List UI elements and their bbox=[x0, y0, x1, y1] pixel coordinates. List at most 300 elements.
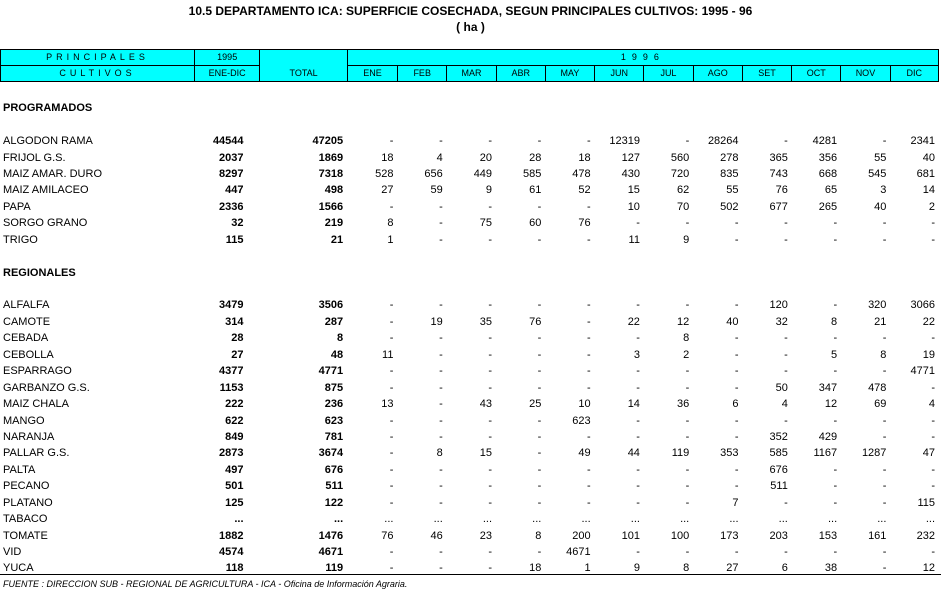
value-month-ago: 502 bbox=[720, 200, 739, 213]
table-row bbox=[0, 478, 939, 494]
value-month-dic: - bbox=[931, 233, 935, 246]
value-month-may: - bbox=[586, 200, 591, 213]
crop-name: NARANJA bbox=[3, 430, 55, 443]
crop-name: CEBOLLA bbox=[3, 348, 54, 361]
value-1995: 32 bbox=[231, 217, 244, 230]
value-month-abr: 585 bbox=[522, 167, 542, 180]
value-month-jul: 12 bbox=[676, 315, 690, 328]
value-month-ago: - bbox=[734, 217, 739, 230]
value-1995: 447 bbox=[225, 184, 244, 197]
value-month-dic: 19 bbox=[922, 348, 935, 361]
value-1995: 44544 bbox=[212, 135, 244, 148]
table-row bbox=[0, 363, 939, 379]
value-total: 48 bbox=[330, 348, 344, 361]
section-title: REGIONALES bbox=[3, 266, 76, 279]
value-month-may: - bbox=[586, 365, 591, 378]
value-month-may: - bbox=[586, 135, 591, 148]
value-total: 1869 bbox=[318, 151, 344, 164]
value-month-jul: ... bbox=[680, 513, 690, 526]
value-month-ene: 8 bbox=[387, 217, 394, 230]
value-month-feb: 656 bbox=[424, 167, 443, 180]
value-month-abr: - bbox=[537, 430, 542, 443]
value-month-ene: - bbox=[389, 135, 394, 148]
value-month-jun: 127 bbox=[621, 151, 640, 164]
value-month-nov: 3 bbox=[880, 184, 887, 197]
value-1995: 314 bbox=[225, 315, 244, 328]
value-month-mar: - bbox=[488, 135, 493, 148]
value-month-ene: - bbox=[389, 447, 394, 460]
value-month-ene: 76 bbox=[381, 529, 394, 542]
value-month-oct: ... bbox=[827, 513, 838, 526]
value-month-may: 18 bbox=[578, 151, 591, 164]
value-total: 8 bbox=[337, 332, 344, 345]
value-month-oct: 5 bbox=[831, 348, 838, 361]
value-month-set: 120 bbox=[769, 299, 788, 312]
header-month-may: MAY bbox=[545, 66, 594, 82]
value-month-mar: - bbox=[488, 496, 493, 509]
crop-name: TOMATE bbox=[3, 529, 48, 542]
value-month-abr: - bbox=[537, 447, 542, 460]
value-month-nov: - bbox=[882, 463, 887, 476]
value-month-oct: - bbox=[833, 233, 838, 246]
value-1995: 4574 bbox=[219, 546, 244, 559]
value-month-jun: 3 bbox=[633, 348, 640, 361]
value-month-feb: 59 bbox=[430, 184, 443, 197]
value-month-set: - bbox=[784, 332, 788, 345]
header-month-feb: FEB bbox=[398, 66, 447, 82]
header-ene-dic: ENE-DIC bbox=[195, 66, 260, 82]
value-month-jun: 101 bbox=[621, 529, 640, 542]
value-month-dic: 14 bbox=[922, 184, 935, 197]
value-month-mar: - bbox=[488, 233, 493, 246]
value-month-jun: 15 bbox=[627, 184, 640, 197]
value-month-jun: - bbox=[636, 332, 640, 345]
value-month-set: - bbox=[784, 348, 788, 361]
value-1995: 27 bbox=[231, 348, 244, 361]
value-month-set: - bbox=[784, 496, 788, 509]
header-month-abr: ABR bbox=[496, 66, 545, 82]
value-month-jul: - bbox=[685, 135, 690, 148]
crop-name: ALFALFA bbox=[3, 299, 50, 312]
value-month-jul: - bbox=[685, 414, 690, 427]
value-month-abr: 18 bbox=[529, 562, 542, 575]
value-month-ago: - bbox=[734, 414, 739, 427]
value-total: 511 bbox=[325, 480, 344, 493]
value-month-feb: - bbox=[439, 496, 443, 509]
value-month-may: - bbox=[586, 315, 591, 328]
value-1995: 849 bbox=[225, 430, 244, 443]
value-month-nov: 21 bbox=[874, 315, 887, 328]
value-month-jun: - bbox=[636, 463, 640, 476]
value-month-nov: 478 bbox=[868, 381, 887, 394]
value-month-mar: - bbox=[488, 299, 493, 312]
value-1995: 501 bbox=[225, 480, 244, 493]
value-total: 287 bbox=[324, 315, 344, 328]
value-month-set: 76 bbox=[775, 184, 788, 197]
value-month-ene: - bbox=[389, 480, 394, 493]
value-month-mar: ... bbox=[482, 513, 493, 526]
value-month-mar: - bbox=[488, 381, 493, 394]
value-month-nov: - bbox=[882, 217, 887, 230]
value-month-may: - bbox=[586, 480, 591, 493]
value-total: 498 bbox=[324, 184, 344, 197]
value-month-abr: - bbox=[537, 200, 542, 213]
value-1995: 222 bbox=[225, 398, 244, 411]
value-month-set: 32 bbox=[775, 315, 788, 328]
value-month-oct: 265 bbox=[818, 200, 838, 213]
value-month-abr: - bbox=[537, 348, 542, 361]
value-month-ene: - bbox=[389, 315, 394, 328]
header-month-oct: OCT bbox=[792, 66, 841, 82]
value-month-abr: 61 bbox=[529, 184, 542, 197]
value-month-feb: ... bbox=[433, 513, 443, 526]
table-row bbox=[0, 297, 939, 313]
value-month-oct: - bbox=[833, 365, 838, 378]
value-month-may: 4671 bbox=[566, 546, 591, 559]
value-month-oct: 153 bbox=[818, 529, 838, 542]
value-month-dic: ... bbox=[925, 513, 935, 526]
table-row bbox=[0, 330, 939, 346]
value-month-dic: - bbox=[931, 381, 935, 394]
value-month-nov: - bbox=[882, 135, 887, 148]
value-month-oct: - bbox=[833, 463, 838, 476]
value-month-set: ... bbox=[778, 513, 788, 526]
value-month-ene: 18 bbox=[381, 151, 394, 164]
value-month-feb: - bbox=[439, 381, 443, 394]
value-month-abr: - bbox=[537, 135, 542, 148]
crop-name: GARBANZO G.S. bbox=[3, 381, 90, 394]
header-month-ago: AGO bbox=[693, 66, 742, 82]
value-1995: 1153 bbox=[219, 381, 244, 394]
value-month-abr: 25 bbox=[529, 398, 542, 411]
value-month-ago: - bbox=[734, 463, 739, 476]
crop-name: PAPA bbox=[3, 200, 31, 213]
header-month-dic: DIC bbox=[890, 66, 938, 82]
value-month-jun: 430 bbox=[621, 167, 640, 180]
value-month-abr: 60 bbox=[529, 217, 542, 230]
value-month-abr: - bbox=[537, 233, 542, 246]
crop-name: MAIZ AMAR. DURO bbox=[3, 167, 103, 180]
value-month-may: - bbox=[586, 463, 591, 476]
value-total: 122 bbox=[324, 496, 344, 509]
value-month-feb: - bbox=[439, 398, 443, 411]
value-1995: 4377 bbox=[219, 365, 244, 378]
value-month-ene: - bbox=[389, 299, 394, 312]
value-month-may: - bbox=[586, 496, 591, 509]
value-month-nov: 8 bbox=[880, 348, 887, 361]
value-month-dic: - bbox=[931, 414, 935, 427]
value-month-may: - bbox=[586, 381, 591, 394]
value-month-feb: - bbox=[439, 546, 443, 559]
value-month-ene: - bbox=[389, 463, 394, 476]
crop-name: CAMOTE bbox=[3, 315, 51, 328]
value-month-nov: - bbox=[882, 430, 887, 443]
value-month-dic: 40 bbox=[922, 151, 935, 164]
crop-name: FRIJOL G.S. bbox=[3, 151, 66, 164]
value-total: 676 bbox=[324, 463, 344, 476]
value-month-ago: 353 bbox=[720, 447, 739, 460]
value-month-set: 677 bbox=[769, 200, 788, 213]
value-month-feb: - bbox=[439, 414, 443, 427]
value-month-nov: - bbox=[882, 332, 887, 345]
crop-name: ESPARRAGO bbox=[3, 365, 72, 378]
value-month-ago: - bbox=[734, 233, 739, 246]
value-month-dic: 115 bbox=[917, 496, 935, 509]
value-month-ene: 1 bbox=[387, 233, 394, 246]
value-month-jul: - bbox=[685, 365, 690, 378]
value-month-ago: - bbox=[734, 480, 739, 493]
value-month-dic: 4 bbox=[928, 398, 935, 411]
value-month-mar: 9 bbox=[485, 184, 493, 197]
value-month-nov: - bbox=[882, 233, 887, 246]
header-year-1995: 1995 bbox=[195, 50, 260, 66]
header-month-jul: JUL bbox=[644, 66, 693, 82]
crop-name: PALLAR G.S. bbox=[3, 447, 70, 460]
value-month-nov: - bbox=[882, 480, 887, 493]
value-month-feb: - bbox=[439, 562, 443, 575]
value-month-ene: 528 bbox=[375, 167, 394, 180]
value-month-feb: - bbox=[439, 348, 443, 361]
value-total: 3674 bbox=[318, 447, 344, 460]
value-total: 47205 bbox=[312, 135, 344, 148]
value-month-jun: - bbox=[636, 365, 640, 378]
value-month-may: 10 bbox=[578, 398, 591, 411]
value-month-jul: 9 bbox=[683, 233, 690, 246]
value-total: 4671 bbox=[318, 546, 344, 559]
page-subtitle-unit: ( ha ) bbox=[456, 20, 485, 34]
value-month-jul: 560 bbox=[670, 151, 690, 164]
value-1995: 2873 bbox=[219, 447, 244, 460]
value-month-dic: 4771 bbox=[910, 365, 935, 378]
value-month-set: 50 bbox=[775, 381, 788, 394]
table-row bbox=[0, 396, 939, 412]
value-month-jun: - bbox=[636, 299, 640, 312]
value-month-jul: 8 bbox=[683, 562, 690, 575]
value-total: 1476 bbox=[318, 529, 344, 542]
value-month-jul: - bbox=[685, 381, 690, 394]
value-month-oct: 347 bbox=[818, 381, 838, 394]
value-month-set: 4 bbox=[781, 398, 788, 411]
value-month-ene: 27 bbox=[381, 184, 394, 197]
value-month-may: - bbox=[586, 348, 591, 361]
table-row bbox=[0, 379, 939, 395]
value-month-set: 511 bbox=[770, 480, 788, 493]
value-month-ene: 13 bbox=[381, 398, 394, 411]
value-1995: 115 bbox=[225, 233, 244, 246]
value-month-may: - bbox=[586, 299, 591, 312]
crop-name: MANGO bbox=[3, 414, 45, 427]
value-month-mar: - bbox=[488, 430, 493, 443]
value-month-jun: - bbox=[636, 546, 640, 559]
value-month-feb: - bbox=[439, 233, 443, 246]
value-month-ago: 7 bbox=[732, 496, 739, 509]
value-month-oct: - bbox=[833, 299, 838, 312]
value-month-dic: 12 bbox=[922, 562, 935, 575]
data-table bbox=[0, 100, 939, 577]
value-month-oct: 668 bbox=[818, 167, 838, 180]
value-month-nov: 69 bbox=[874, 398, 887, 411]
value-month-jun: - bbox=[636, 381, 640, 394]
value-month-dic: 22 bbox=[922, 315, 935, 328]
value-month-dic: - bbox=[931, 480, 935, 493]
crop-name: VID bbox=[3, 546, 22, 559]
value-month-nov: 161 bbox=[868, 529, 887, 542]
value-month-dic: - bbox=[931, 332, 935, 345]
crop-name: SORGO GRANO bbox=[3, 217, 88, 230]
value-total: 875 bbox=[324, 381, 344, 394]
value-month-oct: 356 bbox=[818, 151, 838, 164]
section-header bbox=[0, 100, 939, 116]
value-month-ago: 173 bbox=[720, 529, 739, 542]
crop-name: YUCA bbox=[3, 562, 34, 575]
value-month-abr: - bbox=[537, 414, 542, 427]
value-month-mar: - bbox=[488, 480, 493, 493]
value-month-jun: 14 bbox=[627, 398, 640, 411]
value-month-set: 676 bbox=[769, 463, 788, 476]
section-title: PROGRAMADOS bbox=[3, 102, 93, 115]
value-month-set: 6 bbox=[781, 562, 788, 575]
value-1995: 3479 bbox=[219, 299, 244, 312]
table-row bbox=[0, 314, 939, 330]
value-month-ago: - bbox=[734, 546, 739, 559]
value-month-ago: 27 bbox=[726, 562, 739, 575]
value-month-oct: 4281 bbox=[812, 135, 838, 148]
value-month-feb: - bbox=[439, 480, 443, 493]
value-month-jul: 2 bbox=[683, 348, 690, 361]
value-1995: 622 bbox=[225, 414, 244, 427]
value-month-abr: - bbox=[537, 480, 542, 493]
value-month-mar: 35 bbox=[479, 315, 493, 328]
value-month-oct: 1167 bbox=[813, 447, 838, 460]
value-month-feb: 8 bbox=[436, 447, 443, 460]
header-month-nov: NOV bbox=[841, 66, 890, 82]
value-month-nov: - bbox=[882, 546, 887, 559]
value-1995: 8297 bbox=[219, 167, 244, 180]
value-1995: 28 bbox=[231, 332, 244, 345]
value-month-dic: - bbox=[931, 546, 935, 559]
value-month-jul: - bbox=[685, 480, 690, 493]
crop-name: MAIZ CHALA bbox=[3, 398, 70, 411]
value-month-may: ... bbox=[581, 513, 591, 526]
value-month-ene: ... bbox=[384, 513, 394, 526]
value-month-set: 743 bbox=[769, 167, 788, 180]
value-total: 219 bbox=[324, 217, 344, 230]
value-month-abr: - bbox=[537, 546, 542, 559]
value-1995: ... bbox=[234, 513, 244, 526]
table-row bbox=[0, 429, 939, 445]
table-row bbox=[0, 166, 939, 182]
value-month-nov: 545 bbox=[868, 167, 887, 180]
value-month-oct: - bbox=[833, 414, 838, 427]
value-month-ene: - bbox=[389, 381, 394, 394]
value-month-nov: - bbox=[882, 365, 887, 378]
value-1995: 2037 bbox=[219, 151, 244, 164]
value-month-may: 478 bbox=[572, 167, 591, 180]
header-month-set: SET bbox=[742, 66, 791, 82]
value-month-may: 76 bbox=[578, 217, 591, 230]
value-month-feb: - bbox=[439, 135, 443, 148]
value-month-jul: 36 bbox=[676, 398, 690, 411]
value-month-ago: - bbox=[734, 430, 739, 443]
header-principales: PRINCIPALES bbox=[1, 50, 195, 66]
value-month-set: 365 bbox=[769, 151, 788, 164]
crop-name: CEBADA bbox=[3, 332, 49, 345]
spacer-row bbox=[0, 281, 939, 297]
value-month-jun: - bbox=[636, 430, 640, 443]
value-month-abr: ... bbox=[532, 513, 542, 526]
value-month-nov: - bbox=[882, 562, 887, 575]
table-row bbox=[0, 527, 939, 543]
value-month-mar: - bbox=[488, 200, 493, 213]
value-month-ago: - bbox=[734, 332, 739, 345]
value-month-jun: 10 bbox=[627, 200, 640, 213]
value-month-jul: 8 bbox=[683, 332, 690, 345]
value-total: 7318 bbox=[318, 167, 344, 180]
value-month-nov: - bbox=[882, 496, 887, 509]
header-month-jun: JUN bbox=[595, 66, 644, 82]
value-month-ago: 28264 bbox=[707, 135, 739, 148]
table-row bbox=[0, 495, 939, 511]
value-month-oct: - bbox=[833, 332, 838, 345]
value-month-jul: - bbox=[685, 546, 690, 559]
value-month-abr: 28 bbox=[529, 151, 542, 164]
value-month-jul: 70 bbox=[676, 200, 690, 213]
value-month-ago: - bbox=[734, 348, 739, 361]
value-month-abr: 76 bbox=[529, 315, 542, 328]
value-month-mar: - bbox=[488, 546, 493, 559]
value-month-may: - bbox=[586, 233, 591, 246]
value-month-mar: 15 bbox=[479, 447, 493, 460]
spacer-cell bbox=[0, 116, 939, 132]
value-month-ene: - bbox=[389, 365, 394, 378]
value-month-may: - bbox=[586, 430, 591, 443]
value-month-dic: - bbox=[931, 430, 935, 443]
header-month-mar: MAR bbox=[447, 66, 496, 82]
value-1995: 1882 bbox=[219, 529, 244, 542]
table-row bbox=[0, 511, 939, 527]
value-month-may: 52 bbox=[578, 184, 591, 197]
value-month-jul: 100 bbox=[670, 529, 690, 542]
value-month-jul: - bbox=[685, 430, 690, 443]
value-month-mar: - bbox=[488, 562, 493, 575]
value-month-mar: - bbox=[488, 463, 493, 476]
value-month-ago: 40 bbox=[726, 315, 739, 328]
table-row bbox=[0, 199, 939, 215]
value-month-jun: 11 bbox=[628, 233, 640, 246]
value-month-jul: 720 bbox=[670, 167, 690, 180]
value-total: 4771 bbox=[318, 365, 344, 378]
value-month-feb: - bbox=[439, 200, 443, 213]
value-month-mar: - bbox=[488, 348, 493, 361]
value-total: 21 bbox=[330, 233, 344, 246]
value-month-dic: - bbox=[931, 217, 935, 230]
value-month-jul: - bbox=[685, 463, 690, 476]
table-row bbox=[0, 182, 939, 198]
value-month-feb: - bbox=[439, 365, 443, 378]
crop-name: PLATANO bbox=[3, 496, 53, 509]
value-month-mar: - bbox=[488, 414, 493, 427]
crop-name: ALGODON RAMA bbox=[3, 135, 93, 148]
value-1995: 2336 bbox=[219, 200, 244, 213]
value-month-abr: - bbox=[537, 365, 542, 378]
value-month-dic: 47 bbox=[922, 447, 935, 460]
page-title: 10.5 DEPARTAMENTO ICA: SUPERFICIE COSECHADA, SEGUN PRINCIPALES CULTIVOS: 1995 - 96 bbox=[188, 4, 753, 18]
header-year-1996: 1996 bbox=[347, 50, 938, 66]
value-total: 1566 bbox=[318, 200, 344, 213]
spacer-row bbox=[0, 248, 939, 264]
value-month-ene: 11 bbox=[382, 348, 394, 361]
value-month-mar: 75 bbox=[479, 217, 493, 230]
